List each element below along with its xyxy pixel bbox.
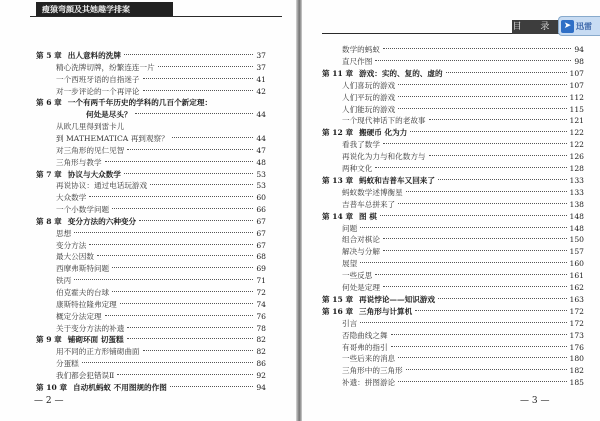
leader-dots: [360, 262, 566, 263]
section-title: 补遗：拼图游论: [342, 378, 396, 388]
section-title: 我们都会犯错误Ⅱ: [56, 370, 115, 380]
page-ref: 66: [256, 205, 266, 215]
toc-entry: [342, 92, 584, 104]
chapter-title: 一个有两千年历史的学科的几百个新定理：: [67, 98, 213, 108]
page-ref: 41: [256, 74, 266, 84]
leader-dots: [170, 386, 254, 387]
right-page: [302, 0, 600, 421]
toc-entry: [36, 334, 266, 346]
leader-dots: [383, 286, 567, 287]
toc-entry: [342, 223, 584, 235]
toc-entry: [36, 382, 266, 394]
leader-dots: [105, 161, 254, 162]
toc-entry: [342, 365, 584, 377]
toc-entry: [342, 246, 584, 258]
section-title: 解决与分解: [342, 247, 380, 257]
chapter-title: 自动机蚂蚁 不用图规的作图: [73, 382, 167, 392]
page-ref: 82: [256, 347, 266, 357]
leader-dots: [383, 238, 567, 239]
chapter-number: 第 5 章: [36, 51, 62, 60]
page-ref: 157: [569, 247, 584, 257]
section-title: 西摩弗斯特问题: [56, 264, 110, 274]
leader-dots: [375, 167, 566, 168]
chapter-title: 游戏：实的、复的、虚的: [359, 68, 443, 78]
toc-entry: [56, 192, 266, 204]
section-title: 分蛋糕: [56, 359, 79, 369]
arrow-icon: ➤: [561, 20, 574, 33]
toc-entry: [56, 145, 266, 157]
page-ref: 185: [569, 378, 584, 388]
page-ref: 98: [574, 56, 584, 66]
toc-entry: [56, 74, 266, 86]
leader-dots: [82, 362, 254, 363]
section-title: 何处是尽头？: [86, 110, 132, 120]
section-title: 组合对棋论: [342, 235, 380, 245]
chapter-title: 协议与大众数学: [67, 169, 121, 179]
toc-entry: [56, 263, 266, 275]
chapter-number: 第 16 章: [322, 306, 354, 316]
toc-entry: [322, 175, 584, 187]
section-title: 思想: [56, 228, 72, 238]
leader-dots: [438, 298, 567, 299]
badge-label: 迅雷: [576, 21, 592, 31]
page-ref: 92: [256, 370, 266, 380]
chapter-title: 图 棋: [359, 211, 377, 221]
section-title: 三角形中的三角形: [342, 366, 403, 376]
leader-dots: [124, 54, 253, 55]
section-title: 关于变分方法的补遗: [56, 323, 125, 333]
chapter-number: 第 11 章: [322, 68, 354, 78]
leader-dots: [438, 179, 567, 180]
leader-dots: [391, 334, 567, 335]
toc-entry: [56, 121, 266, 133]
page-ref: 161: [569, 271, 584, 281]
section-title: 大众数学: [56, 193, 87, 203]
page-ref: 60: [256, 193, 266, 203]
page-ref: 162: [569, 283, 584, 292]
toc-entry: [342, 342, 584, 354]
toc-entry: [56, 346, 266, 358]
leader-dots: [127, 327, 253, 328]
page-ref: 86: [256, 359, 266, 369]
toc-entry: [342, 258, 584, 270]
section-title: 伯克霍夫的台球: [56, 288, 110, 297]
xunlei-badge[interactable]: [558, 16, 600, 36]
toc-entry: [342, 56, 584, 68]
page-ref: 42: [256, 86, 266, 96]
leader-dots: [74, 279, 253, 280]
leader-dots: [120, 303, 254, 304]
leader-dots: [172, 137, 254, 138]
leader-dots: [158, 66, 254, 67]
toc-entry: [36, 97, 266, 109]
toc-entry: [56, 62, 266, 74]
page-ref: 138: [569, 199, 584, 209]
section-title: 两种文化: [342, 164, 373, 173]
section-title: 再说化为力与和化数方与: [342, 152, 426, 162]
chapter-title: 搬硬币 化为力: [359, 128, 408, 138]
left-header-rule: [30, 16, 282, 17]
page-ref: 67: [256, 228, 266, 238]
leader-dots: [89, 196, 253, 197]
chapter-number: 第 9 章: [36, 335, 62, 345]
toc-entry: [56, 204, 266, 216]
section-title: 蚂蚁数学述博衡星: [342, 187, 403, 197]
leader-dots: [139, 220, 253, 221]
toc-entry: [342, 234, 584, 246]
toc-entry: [56, 133, 266, 145]
toc-entry: [56, 287, 266, 299]
toc-entry: [342, 44, 584, 56]
toc-entry: [322, 306, 584, 318]
leader-dots: [446, 72, 567, 73]
chapter-title: 三角形与计算机: [359, 306, 413, 316]
section-title: 铁丙: [56, 276, 72, 286]
chapter-number: 第 6 章: [36, 98, 62, 108]
toc-entry: [56, 86, 266, 98]
page-ref: 176: [569, 342, 584, 352]
leader-dots: [406, 191, 567, 192]
section-title: 人们能玩的游戏: [342, 104, 396, 114]
toc-entry: [36, 169, 266, 181]
leader-dots: [380, 215, 567, 216]
chapter-title: 铺砌环面 切蛋糕: [67, 335, 124, 345]
toc-entry: [56, 251, 266, 263]
page-ref: 126: [569, 152, 584, 162]
leader-dots: [398, 108, 566, 109]
page-ref: 112: [569, 92, 584, 102]
toc-entry: [342, 282, 584, 294]
toc-entry: [56, 275, 266, 287]
chapter-number: 第 12 章: [322, 128, 354, 138]
leader-dots: [112, 208, 253, 209]
page-ref: 53: [256, 181, 266, 191]
chapter-title: 蚂蚁和吉普车又回来了: [359, 175, 435, 185]
page-ref: 115: [569, 104, 584, 114]
page-ref: 148: [569, 211, 584, 221]
section-title: 到 MATHEMATICA 再到观察？: [56, 133, 169, 143]
section-title: 数学的蚂蚁: [342, 45, 380, 54]
toc-entry: [342, 199, 584, 211]
chapter-number: 第 13 章: [322, 175, 354, 185]
leader-dots: [375, 60, 571, 61]
leader-dots: [360, 322, 566, 323]
leader-dots: [127, 149, 253, 150]
toc-entry: [342, 115, 584, 127]
page-ref: 107: [569, 68, 584, 78]
toc-entry: [322, 127, 584, 139]
section-title: 对一步评论的一个再评论: [56, 86, 140, 96]
toc-entry: [56, 180, 266, 192]
toc-entry: [322, 68, 584, 80]
leader-dots: [124, 173, 253, 174]
chapter-number: 第 8 章: [36, 216, 62, 226]
section-title: 吉普车总拼来了: [342, 199, 396, 209]
page-ref: 44: [256, 133, 266, 143]
page-ref: 160: [569, 259, 584, 269]
page-ref: 53: [256, 169, 266, 179]
left-page: [0, 0, 296, 421]
page-ref: 69: [256, 264, 266, 274]
page-ref: 172: [569, 306, 584, 316]
toc-entry: [342, 187, 584, 199]
page-ref: 180: [569, 354, 584, 364]
chapter-title: 变分方法的六种变分: [67, 216, 137, 226]
section-title: 三角形与教学: [56, 157, 102, 167]
leader-dots: [112, 267, 253, 268]
page-ref: 71: [256, 276, 266, 286]
leader-dots: [398, 84, 566, 85]
leader-dots: [415, 310, 566, 311]
leader-dots: [429, 155, 567, 156]
toc-entry: [342, 318, 584, 330]
page-ref: 72: [256, 288, 266, 297]
toc-entry: [342, 104, 584, 116]
section-title: 展望: [342, 259, 358, 269]
chapter-number: 第 7 章: [36, 169, 62, 179]
section-title: 一个小数学问题: [56, 205, 110, 215]
leader-dots: [383, 143, 567, 144]
chapter-title: 再说悖论——知识游戏: [359, 294, 435, 304]
right-page-number: — 3 —: [520, 396, 550, 406]
leader-dots: [89, 244, 253, 245]
section-title: 一个西班牙语的自指迷子: [56, 74, 140, 84]
section-title: 最大公因数: [56, 252, 94, 262]
page-ref: 67: [256, 240, 266, 250]
toc-entry: [342, 377, 584, 389]
toc-entry: [342, 151, 584, 163]
toc-entry: [56, 323, 266, 335]
page-ref: 107: [569, 80, 584, 90]
leader-dots: [150, 184, 253, 185]
leader-dots: [398, 96, 566, 97]
page-ref: 48: [256, 157, 266, 167]
section-title: 人们喜玩的游戏: [342, 80, 396, 90]
section-title: 用不同的正方形铺砌曲面: [56, 347, 140, 357]
right-running-header: 目 录: [512, 22, 558, 32]
leader-dots: [375, 274, 566, 275]
page-ref: 68: [256, 252, 266, 262]
toc-entry: [86, 109, 266, 121]
section-title: 对三角形的见仁见智: [56, 145, 125, 155]
toc-entry: [322, 294, 584, 306]
leader-dots: [105, 315, 254, 316]
section-title: 问题: [342, 223, 358, 233]
page-ref: 76: [256, 311, 266, 321]
section-title: 看我了数学: [342, 140, 380, 150]
chapter-title: 出人意料的洗牌: [67, 51, 121, 60]
page-ref: 94: [574, 45, 584, 54]
page-ref: 173: [569, 330, 584, 340]
leader-dots: [410, 131, 566, 132]
page-ref: 128: [569, 164, 584, 173]
page-ref: 47: [256, 145, 266, 155]
leader-dots: [112, 291, 253, 292]
left-running-header: 瘦猿弯顔及其她趣学排案: [36, 2, 173, 16]
page-ref: 121: [569, 116, 584, 126]
page-ref: 122: [569, 140, 584, 150]
section-title: 一些后来的消息: [342, 354, 396, 364]
chapter-number: 第 15 章: [322, 294, 354, 304]
left-page-number: — 2 —: [34, 396, 64, 406]
toc-entry: [56, 358, 266, 370]
section-title: 否隐曲线之舞: [342, 330, 388, 340]
section-title: 概定分法定理: [56, 311, 102, 321]
section-title: 康斯特拉隆弗定理: [56, 299, 117, 309]
leader-dots: [391, 346, 567, 347]
chapter-number: 第 10 章: [36, 382, 68, 392]
leader-dots: [143, 78, 254, 79]
leader-dots: [383, 48, 571, 49]
page-ref: 133: [569, 187, 584, 197]
page-ref: 74: [256, 299, 266, 309]
leader-dots: [135, 113, 254, 114]
page-ref: 172: [569, 318, 584, 328]
toc-entry: [36, 216, 266, 228]
section-title: 直尺作图: [342, 56, 373, 66]
leader-dots: [398, 203, 566, 204]
toc-entry: [342, 330, 584, 342]
toc-entry: [56, 299, 266, 311]
leader-dots: [429, 119, 567, 120]
leader-dots: [406, 369, 567, 370]
page-ref: 182: [569, 366, 584, 376]
page-ref: 133: [569, 175, 584, 185]
leader-dots: [143, 90, 254, 91]
chapter-number: 第 14 章: [322, 211, 354, 221]
leader-dots: [398, 357, 566, 358]
toc-entry: [342, 139, 584, 151]
section-title: 从欧几里得到雷卡儿: [56, 122, 125, 132]
leader-dots: [360, 227, 566, 228]
section-title: 再说协议：通过电话玩游戏: [56, 181, 148, 191]
section-title: 一些反思: [342, 271, 373, 281]
page-ref: 94: [256, 382, 266, 392]
toc-entry: [342, 80, 584, 92]
page-ref: 37: [256, 51, 266, 60]
leader-dots: [398, 381, 566, 382]
page-ref: 44: [256, 110, 266, 120]
toc-entry: [322, 211, 584, 223]
page-ref: 78: [256, 323, 266, 333]
leader-dots: [117, 374, 253, 375]
toc-entry: [56, 370, 266, 382]
section-title: 人们平玩的游戏: [342, 92, 396, 102]
toc-entry: [56, 311, 266, 323]
toc-entry: [56, 240, 266, 252]
section-title: 一个现代神话下的老故事: [342, 116, 426, 126]
section-title: 有哥弗的指引: [342, 342, 388, 352]
leader-dots: [74, 232, 253, 233]
page-ref: 150: [569, 235, 584, 245]
section-title: 何处是定理: [342, 283, 380, 292]
page-ref: 148: [569, 223, 584, 233]
page-ref: 82: [256, 335, 266, 345]
page-ref: 67: [256, 216, 266, 226]
page-ref: 37: [256, 62, 266, 72]
toc-entry: [56, 228, 266, 240]
section-title: 精心洗牌切牌，纷繁连连一片: [56, 62, 155, 72]
section-title: 引言: [342, 318, 358, 328]
leader-dots: [97, 255, 253, 256]
leader-dots: [127, 338, 254, 339]
toc-entry: [36, 50, 266, 62]
page-ref: 163: [569, 294, 584, 304]
leader-dots: [143, 350, 254, 351]
toc-entry: [342, 353, 584, 365]
toc-entry: [342, 163, 584, 175]
section-title: 变分方法: [56, 240, 87, 250]
toc-entry: [342, 270, 584, 282]
toc-entry: [56, 157, 266, 169]
leader-dots: [383, 250, 567, 251]
page-ref: 122: [569, 128, 584, 138]
